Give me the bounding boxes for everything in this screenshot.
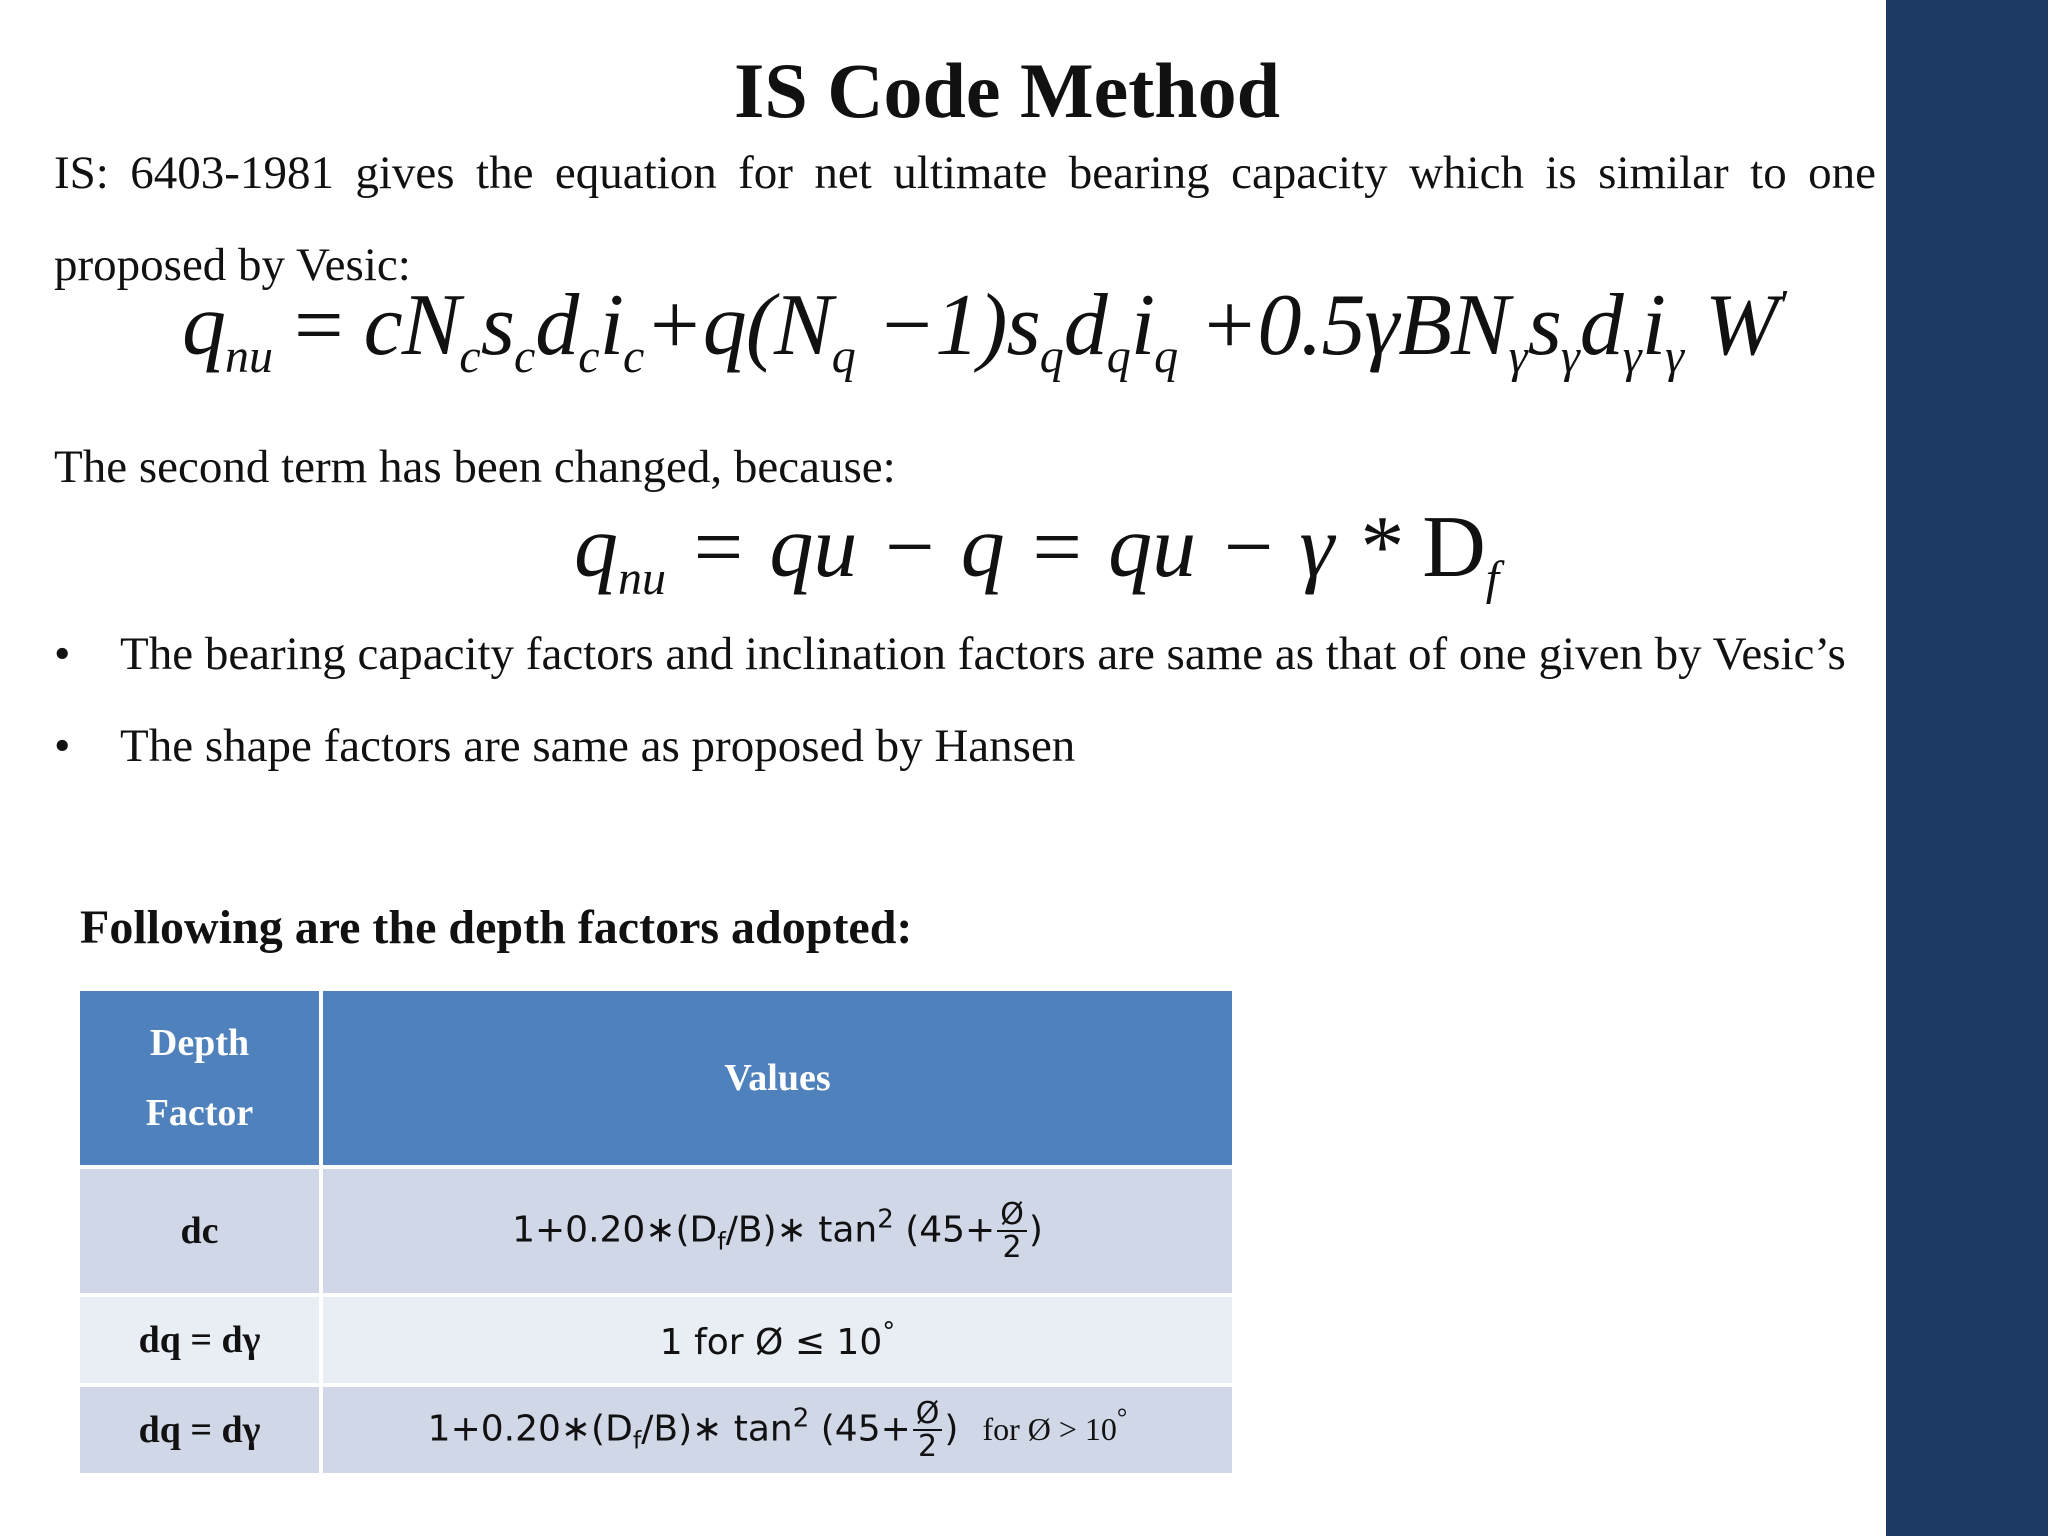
value-sup: 2 (877, 1204, 894, 1234)
value-part: 1 for Ø ≤ 10 (659, 1322, 883, 1363)
eq1-sub: c (578, 330, 600, 383)
eq2-lhs: q (574, 499, 618, 596)
eq1-part: i (1641, 277, 1666, 374)
fraction-numerator: Ø (913, 1398, 943, 1432)
eq1-part: s (1527, 277, 1561, 374)
bullet-list (54, 608, 1876, 792)
header-depth-line2: Factor (145, 1092, 254, 1134)
eq1-sub: q (1039, 330, 1064, 383)
value-part: (45+ (893, 1209, 996, 1250)
eq1-sub: c (623, 330, 645, 383)
bullet-text: The bearing capacity factors and inclination factors are same as that of one given by Vesic’s (120, 628, 1846, 680)
fraction (913, 1395, 943, 1464)
changed-term-text: The second term has been changed, because: (54, 441, 896, 493)
eq2-lhs-sub: nu (618, 552, 666, 605)
eq1-sub: γ (1665, 330, 1685, 383)
value-sub: f (717, 1227, 726, 1255)
slide-title: IS Code Method (733, 47, 1281, 134)
bullet-item (54, 608, 1876, 700)
bullet-dot: • (54, 628, 71, 680)
eq1-part: −1)s (855, 277, 1040, 374)
eq1-equals: = (273, 277, 364, 374)
eq1-term1: cN (363, 277, 460, 374)
value-part: /B)∗ tan (725, 1209, 878, 1250)
eq1-sub: q (1154, 330, 1179, 383)
value-part: ) (944, 1408, 959, 1449)
fraction (997, 1196, 1027, 1265)
eq1-prime: ' (1777, 281, 1786, 330)
row-value (321, 1385, 1234, 1475)
header-depth-line1: Depth (149, 1022, 250, 1064)
fraction-numerator: Ø (997, 1199, 1027, 1233)
row-value (321, 1295, 1234, 1385)
net-capacity-equation (574, 499, 1500, 605)
header-values: Values (321, 989, 1234, 1167)
eq1-part: W (1684, 277, 1778, 374)
eq1-sub: γ (1560, 330, 1580, 383)
eq1-sub: c (459, 330, 481, 383)
row-key: dq = dγ (78, 1385, 321, 1475)
eq1-part: d (1579, 277, 1623, 374)
eq1-part: s (480, 277, 514, 374)
eq1-sub: γ (1622, 330, 1642, 383)
eq2-df: D (1422, 499, 1486, 596)
bullet-dot: • (54, 720, 71, 772)
fraction-denominator: 2 (918, 1429, 938, 1464)
table-header-row (78, 989, 1234, 1167)
intro-paragraph: IS: 6403-1981 gives the equation for net ultimate bearing capacity which is similar to one proposed by Vesic: (54, 147, 1876, 291)
depth-factors-table (76, 987, 1236, 1477)
value-note-text: for Ø > 10 (982, 1411, 1117, 1447)
value-sup: 2 (792, 1403, 810, 1433)
eq1-sub: c (513, 330, 536, 383)
decorative-side-band (1886, 0, 2048, 1536)
eq1-part: d (1063, 277, 1107, 374)
eq1-part: d (535, 277, 579, 374)
eq1-lhs-sub: nu (225, 330, 273, 383)
header-depth-factor (78, 989, 321, 1167)
eq1-part: i (599, 277, 624, 374)
eq1-term2: +q(N (644, 277, 832, 374)
eq1-term3: +0.5γBN (1178, 277, 1509, 374)
row-key: dc (78, 1167, 321, 1295)
row-key: dq = dγ (78, 1295, 321, 1385)
value-part: 1+0.20∗(D (427, 1408, 633, 1449)
value-part: /B)∗ tan (641, 1408, 793, 1449)
value-note (982, 1403, 1128, 1447)
bullet-text: The shape factors are same as proposed by Hansen (120, 720, 1076, 772)
table-row (78, 1295, 1234, 1385)
bullet-item (54, 700, 1876, 792)
eq1-sub: γ (1508, 330, 1528, 383)
value-sub: f (632, 1426, 642, 1454)
table-row (78, 1385, 1234, 1475)
eq2-rhs: = qu − q = qu − γ * (666, 499, 1423, 596)
row-value (321, 1167, 1234, 1295)
value-sup: ° (882, 1317, 896, 1347)
table-row (78, 1167, 1234, 1295)
eq1-sub: q (1106, 330, 1131, 383)
eq1-sub: q (831, 330, 856, 383)
value-part: ) (1028, 1209, 1043, 1250)
eq1-lhs: q (182, 277, 225, 374)
table-heading: Following are the depth factors adopted: (80, 901, 913, 954)
eq1-part: i (1130, 277, 1155, 374)
bearing-capacity-equation (182, 277, 1786, 383)
fraction-denominator: 2 (1002, 1230, 1022, 1265)
value-part: (45+ (809, 1408, 911, 1449)
eq2-df-sub: f (1485, 552, 1500, 605)
value-part: 1+0.20∗(D (512, 1209, 718, 1250)
value-note-sup: ° (1116, 1403, 1128, 1432)
